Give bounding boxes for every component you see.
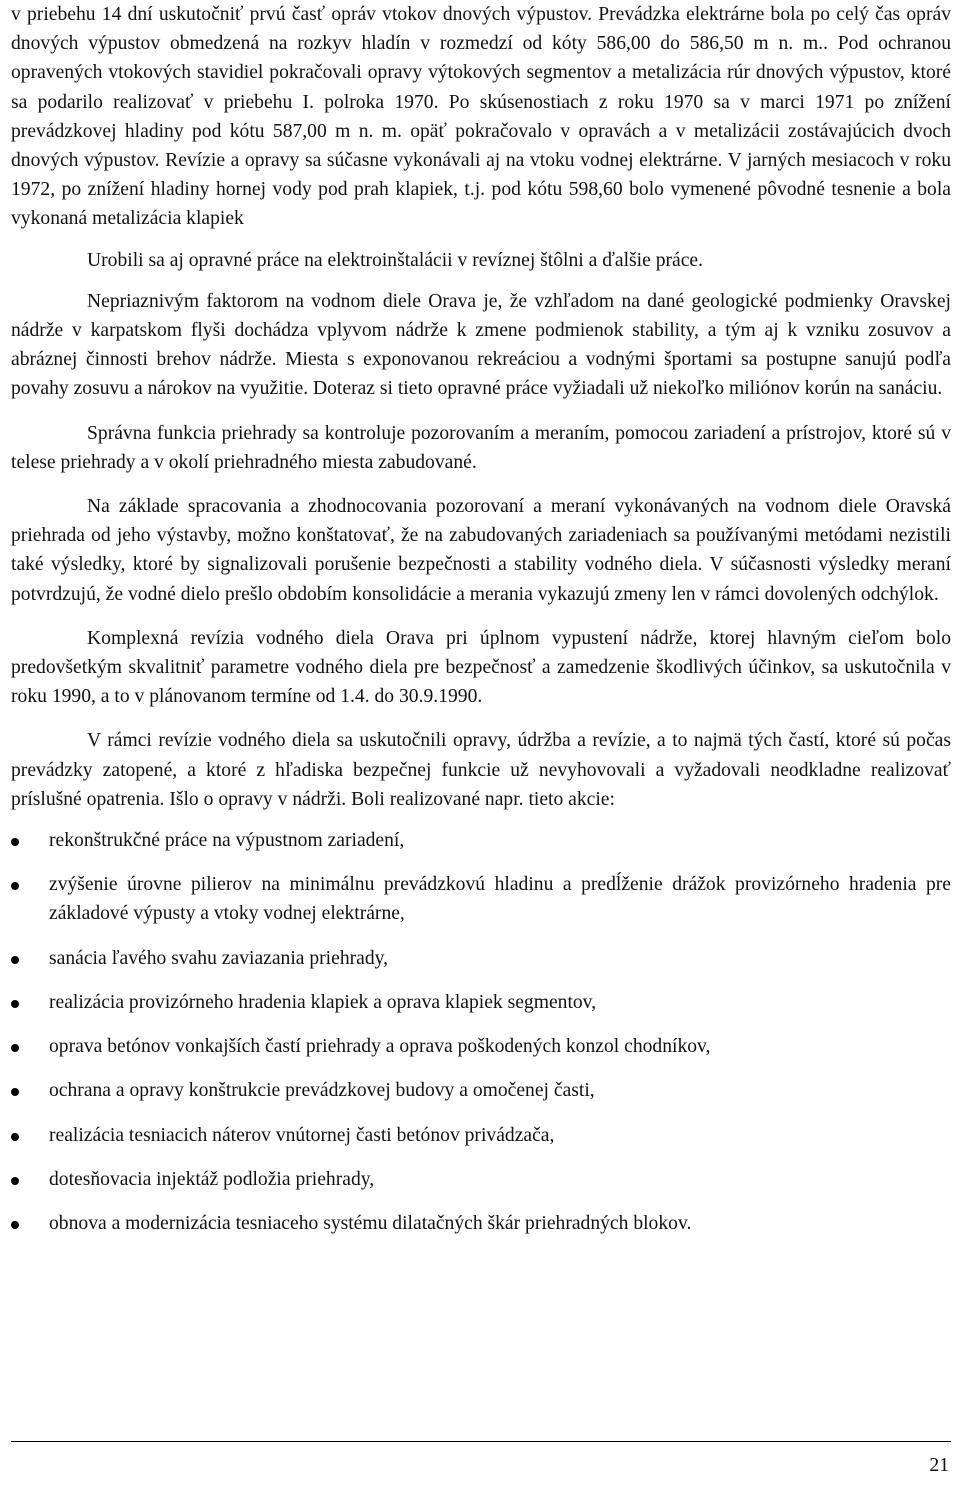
list-item-text: dotesňovacia injektáž podložia priehrady, xyxy=(49,1168,375,1190)
list-item-text: sanácia ľavého svahu zaviazania priehrady, xyxy=(49,947,389,969)
paragraph-actions: V rámci revízie vodného diela sa uskutočnili opravy, údržba a revízie, a to najmä tých častí, ktoré sú počas prevádzky zatopené, a ktoré z hľadiska bezpečnej funkcie už nevyhovovali a vyžadovali neodkladne realizovať príslušné opatrenia. Išlo o opravy v nádrži. Boli realizované napr. tieto akcie: xyxy=(11,730,951,810)
bullet-icon xyxy=(11,1177,19,1185)
list-item xyxy=(11,944,951,973)
paragraph-monitoring: Správna funkcia priehrady sa kontroluje pozorovaním a meraním, pomocou zariadení a prístrojov, ktoré sú v telese priehrady a v okolí priehradného miesta zabudované. xyxy=(11,422,951,473)
list-item-text: realizácia provizórneho hradenia klapiek a oprava klapiek segmentov, xyxy=(49,991,597,1013)
actions-bullet-list xyxy=(11,826,951,1238)
list-item xyxy=(11,870,951,928)
bullet-icon xyxy=(11,1000,19,1008)
list-item xyxy=(11,988,951,1017)
paragraph-evaluation: Na základe spracovania a zhodnocovania pozorovaní a meraní vykonávaných na vodnom diele Oravská priehrada od jeho výstavby, možno konštatovať, že na zabudovaných zariadeniach sa používanými metódami nezistili také výsledky, ktoré by signalizovali porušenie bezpečnosti a stability vodného diela. V súčasnosti výsledky meraní potvrdzujú, že vodné dielo prešlo obdobím konsolidácie a merania vykazujú zmeny len v rámci dovolených odchýlok. xyxy=(11,496,951,605)
bullet-icon xyxy=(11,1044,19,1052)
bullet-icon xyxy=(11,956,19,964)
list-item xyxy=(11,1165,951,1194)
list-item-text: ochrana a opravy konštrukcie prevádzkovej budovy a omočenej časti, xyxy=(49,1080,595,1102)
paragraph-geology: Nepriaznivým faktorom na vodnom diele Orava je, že vzhľadom na dané geologické podmienky Oravskej nádrže v karpatskom flyši dochádza vplyvom nádrže k zmene podmienok stability, a tým aj k vzniku zosuvov a abráznej činnosti brehov nádrže. Miesta s exponovanou rekreáciou a vodnými športami sa postupne sanujú podľa povahy zosuvu a nárokov na využitie. Doteraz si tieto opravné práce vyžiadali už niekoľko miliónov korún na sanáciu. xyxy=(11,290,951,400)
list-item xyxy=(11,826,951,855)
list-item-text: zvýšenie úrovne pilierov na minimálnu prevádzkovú hladinu a predĺženie drážok provizórneho hradenia pre základové výpusty a vtoky vodnej elektrárne, xyxy=(49,874,951,925)
list-item xyxy=(11,1032,951,1061)
list-item xyxy=(11,1076,951,1105)
list-item-text: realizácia tesniacich náterov vnútornej časti betónov privádzača, xyxy=(49,1124,555,1146)
paragraph-revision: Komplexná revízia vodného diela Orava pri úplnom vypustení nádrže, ktorej hlavným cieľom bolo predovšetkým skvalitniť parametre vodného diela pre bezpečnosť a zamedzenie škodlivých účinkov, sa uskutočnila v roku 1990, a to v plánovanom termíne od 1.4. do 30.9.1990. xyxy=(11,627,951,708)
list-item xyxy=(11,1121,951,1150)
bullet-icon xyxy=(11,838,19,846)
list-item-text: obnova a modernizácia tesniaceho systému dilatačných škár priehradných blokov. xyxy=(49,1212,692,1234)
bullet-icon xyxy=(11,1221,19,1229)
list-item xyxy=(11,1209,951,1238)
list-item-text: oprava betónov vonkajších častí priehrady a oprava poškodených konzol chodníkov, xyxy=(49,1036,711,1058)
document-page xyxy=(11,0,951,1253)
paragraph-continued: v priebehu 14 dní uskutočniť prvú časť opráv vtokov dnových výpustov. Prevádzka elektrárne bola po celý čas opráv dnových výpustov obmedzená na rozkyv hladín v rozmedzí od kóty 586,00 do 586,50 m n. m.. Pod ochranou opravených vtokových stavidiel pokračovali opravy výtokových segmentov a metalizácia rúr dnových výpustov, ktoré sa podarilo realizovať v priebehu I. polroka 1970. Po skúsenostiach z roku 1970 sa v marci 1971 po znížení prevádzkovej hladiny pod kótu 587,00 m n. m. opäť pokračovalo v opravách a v metalizácii zostávajúcich dvoch dnových výpustov. Revízie a opravy sa súčasne vykonávali aj na vtoku vodnej elektrárne. V jarných mesiacoch v roku 1972, po znížení hladiny hornej vody pod prah klapiek, t.j. pod kótu 598,60 bolo vymenené pôvodné tesnenie a bola vykonaná metalizácia klapiek xyxy=(11,4,951,230)
page-number: 21 xyxy=(929,1455,949,1476)
footer-divider xyxy=(11,1441,951,1442)
bullet-icon xyxy=(11,1133,19,1141)
bullet-icon xyxy=(11,882,19,890)
bullet-icon xyxy=(11,1088,19,1096)
paragraph-repairs: Urobili sa aj opravné práce na elektroinštalácii v revíznej štôlni a ďalšie práce. xyxy=(87,249,704,271)
list-item-text: rekonštrukčné práce na výpustnom zariadení, xyxy=(49,830,405,852)
